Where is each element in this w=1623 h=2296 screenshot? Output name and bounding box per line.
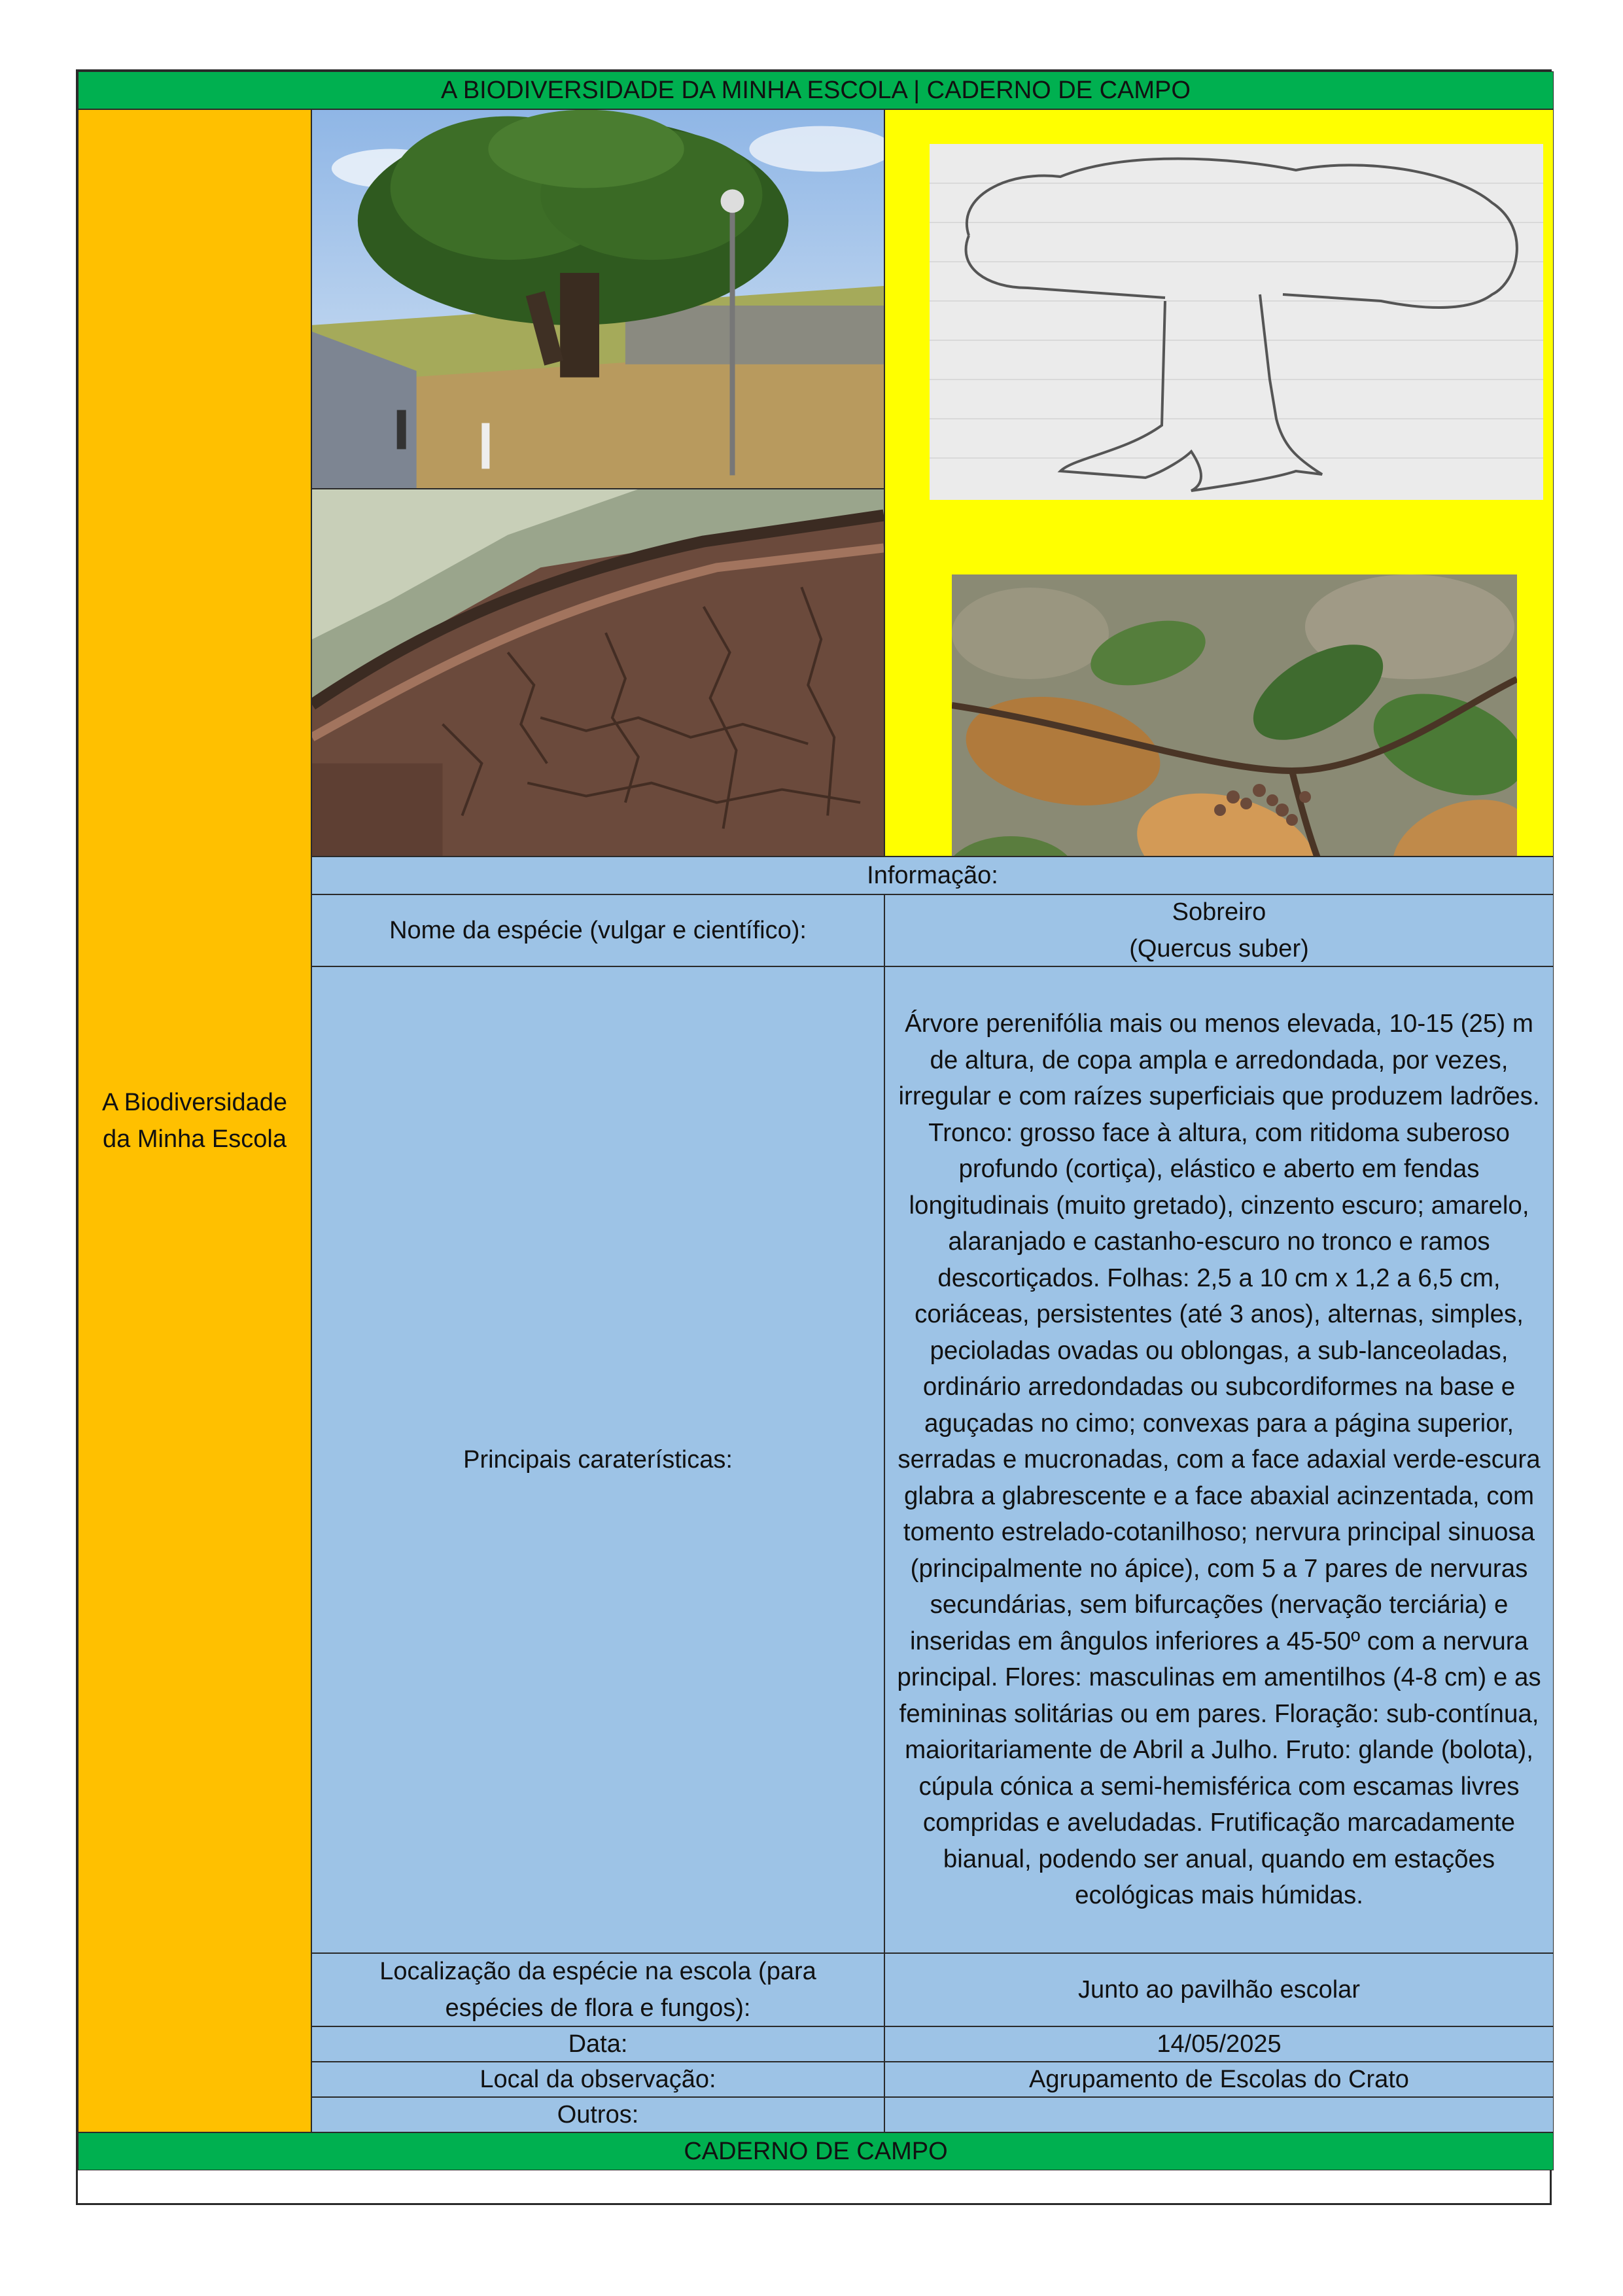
footer-label: CADERNO DE CAMPO bbox=[78, 2132, 1554, 2170]
features-text: Árvore perenifólia mais ou menos elevada, 10-15 (25) m de altura, de copa ampla e arredondada, por vezes, irregular e com raízes superficiais que produzem ladrões. Tronco: grosso face à altura, com ritidoma suberoso profundo (cortiça), elástico e aberto em fendas longitudinais (muito gretado), cinzento escuro; amarelo, alaranjado e castanho-escuro no tronco e ramos descortiçados. Folhas: 2,5 a 10 cm x 1,2 a 6,5 cm, coriáceas, persistentes (até 3 anos), alternas, simples, pecioladas ovadas ou oblongas, a sub-lanceoladas, ordinário arredondadas ou subcordiformes na base e aguçadas no cimo; convexas para a página superior, serradas e mucronadas, com a face adaxial verde-escura glabra a glabrescente e a face abaxial acinzentada, com tomento estrelado-cotanilhoso; nervura principal sinuosa (principalmente no ápice), com 5 a 7 pares de nervuras secundárias, sem bifurcações (nervação terciária) e inseridas em ângulos inferiores a 45-50º com a nervura principal. Flores: masculinas em amentilhos (4-8 cm) e as femininas solitárias ou em pares. Floração: sub-contínua, maioritariamente de Abril a Julho. Fruto: glande (bolota), cúpula cónica a semi-hemisférica com escamas livres compridas e aveludadas. Frutificação marcadamente bianual, podendo ser anual, quando em estações ecológicas mais húmidas. bbox=[884, 966, 1554, 1953]
observation-place-label: Local da observação: bbox=[311, 2062, 884, 2097]
observation-place-value: Agrupamento de Escolas do Crato bbox=[884, 2062, 1554, 2097]
bark-photo bbox=[311, 489, 884, 857]
page-title: A BIODIVERSIDADE DA MINHA ESCOLA | CADERNO DE CAMPO bbox=[78, 71, 1554, 109]
sidebar-label-text: A Biodiversidade da Minha Escola bbox=[101, 1089, 288, 1153]
location-label: Localização da espécie na escola (para espécies de flora e fungos): bbox=[311, 1953, 884, 2026]
information-heading: Informação: bbox=[311, 857, 1554, 894]
date-label: Data: bbox=[311, 2026, 884, 2062]
species-common-name: Sobreiro bbox=[1172, 898, 1266, 926]
location-value: Junto ao pavilhão escolar bbox=[884, 1953, 1554, 2026]
tree-photo bbox=[311, 109, 884, 489]
other-value bbox=[884, 2097, 1554, 2132]
other-label: Outros: bbox=[311, 2097, 884, 2132]
field-notebook-table bbox=[76, 69, 1552, 2205]
leaves-photo bbox=[952, 574, 1517, 857]
drawing-and-leaves-panel bbox=[884, 109, 1554, 857]
species-scientific-name: (Quercus suber) bbox=[1129, 935, 1309, 963]
species-label: Nome da espécie (vulgar e científico): bbox=[311, 894, 884, 966]
tree-drawing bbox=[930, 144, 1543, 500]
species-value bbox=[884, 894, 1554, 966]
date-value: 14/05/2025 bbox=[884, 2026, 1554, 2062]
sidebar-label bbox=[78, 109, 311, 2132]
features-label: Principais caraterísticas: bbox=[311, 966, 884, 1953]
